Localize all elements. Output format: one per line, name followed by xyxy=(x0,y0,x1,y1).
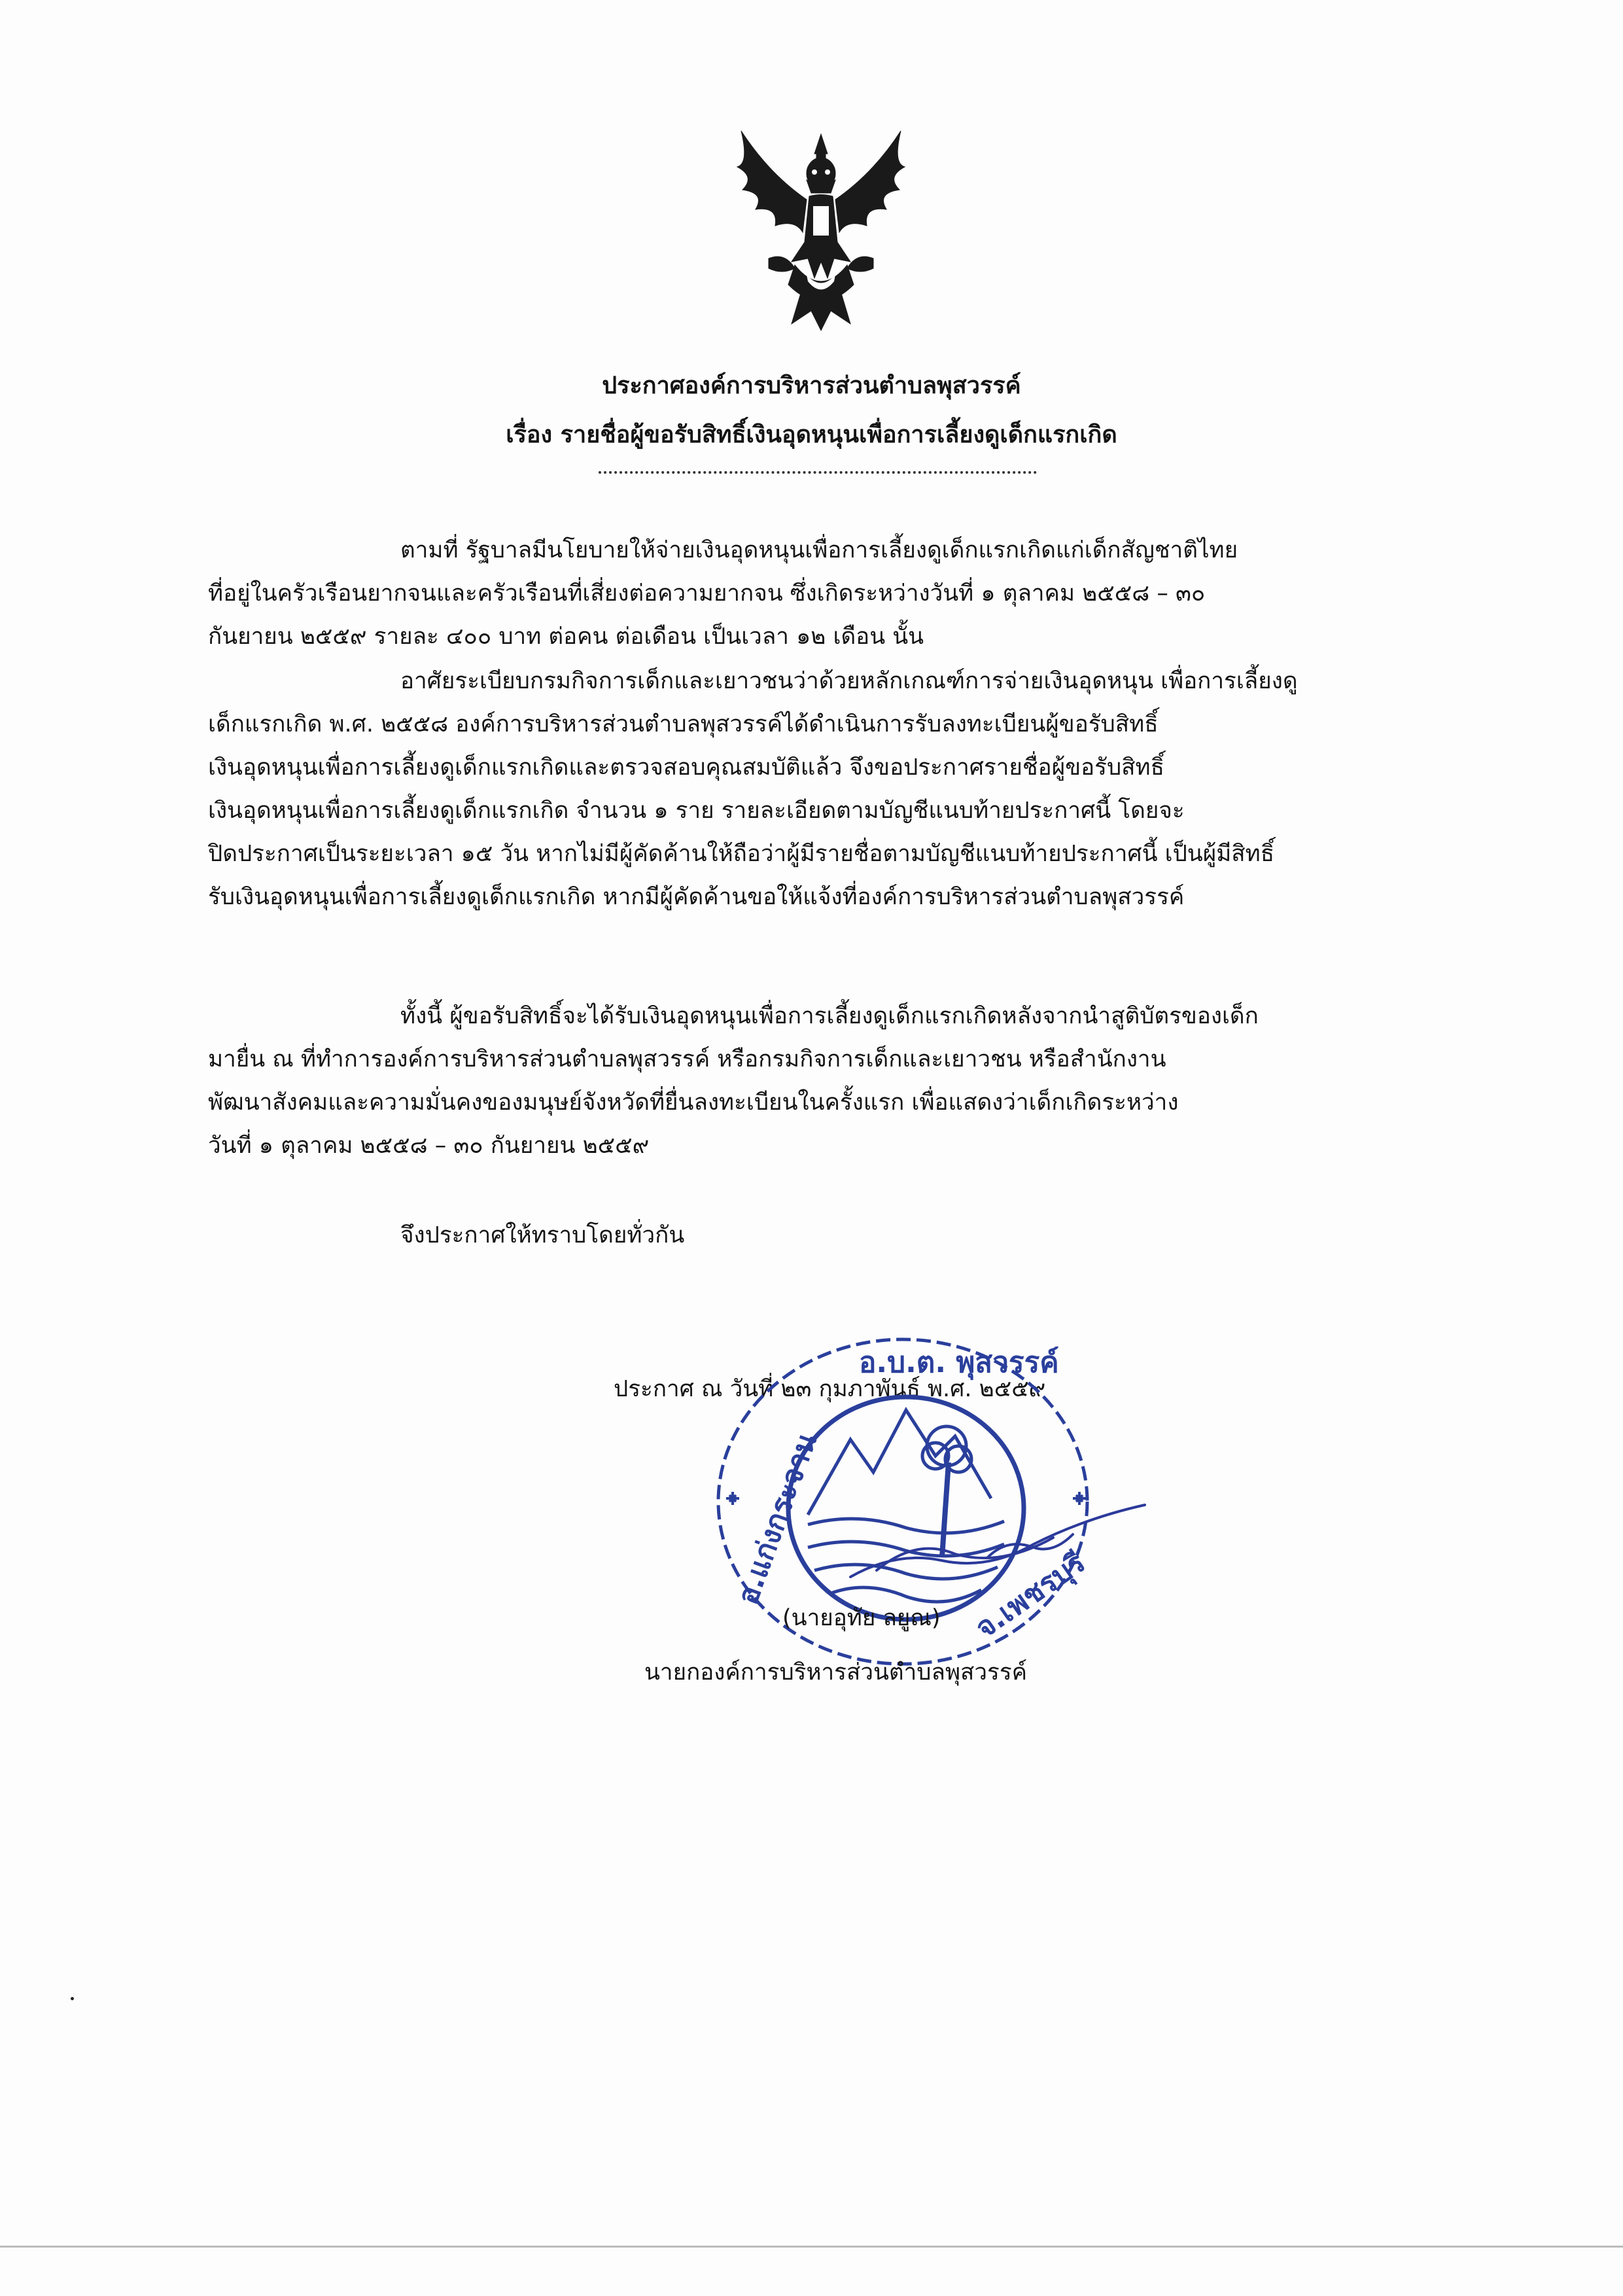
paragraph-line: รับเงินอุดหนุนเพื่อการเลี้ยงดูเด็กแรกเกิด หากมีผู้คัดค้านขอให้แจ้งที่องค์การบริหารส่วนตำบลพุสวรรค์ xyxy=(208,884,1185,910)
seal-text-left: อ.แก่งกระจาน xyxy=(731,1428,824,1609)
paragraph-line: กันยายน ๒๕๕๙ รายละ ๔๐๐ บาท ต่อคน ต่อเดือน เป็นเวลา ๑๒ เดือน นั้น xyxy=(208,624,924,650)
closing-statement: จึงประกาศให้ทราบโดยทั่วกัน xyxy=(400,1222,685,1248)
seal-text-top: อ.บ.ต. พุสวรรค์ xyxy=(859,1346,1059,1379)
paragraph-line: อาศัยระเบียบกรมกิจการเด็กและเยาวชนว่าด้วยหลักเกณฑ์การจ่ายเงินอุดหนุน เพื่อการเลี้ยงดู xyxy=(400,668,1298,694)
body-paragraph-2 xyxy=(208,660,1438,919)
handwritten-signature xyxy=(837,1498,1151,1590)
signatory-title: นายกองค์การบริหารส่วนตำบลพุสวรรค์ xyxy=(644,1659,1028,1686)
body-paragraph-3 xyxy=(208,995,1438,1167)
announcement-title: ประกาศองค์การบริหารส่วนตำบลพุสวรรค์ xyxy=(602,372,1021,399)
title-divider xyxy=(599,471,1037,474)
body-paragraph-1 xyxy=(208,529,1438,658)
scan-edge-line xyxy=(0,2246,1623,2248)
garuda-emblem xyxy=(729,128,913,334)
paragraph-line: เงินอุดหนุนเพื่อการเลี้ยงดูเด็กแรกเกิดและตรวจสอบคุณสมบัติแล้ว จึงขอประกาศรายชื่อผู้ขอรับสิทธิ์ xyxy=(208,754,1164,781)
paragraph-line: เงินอุดหนุนเพื่อการเลี้ยงดูเด็กแรกเกิด จำนวน ๑ ราย รายละเอียดตามบัญชีแนบท้ายประกาศนี้ โดยจะ xyxy=(208,798,1185,824)
paragraph-line: วันที่ ๑ ตุลาคม ๒๕๕๘ – ๓๐ กันยายน ๒๕๕๙ xyxy=(208,1133,650,1159)
paragraph-line: เด็กแรกเกิด พ.ศ. ๒๕๕๘ องค์การบริหารส่วนตำบลพุสวรรค์ได้ดำเนินการรับลงทะเบียนผู้ขอรับสิทธิ์ xyxy=(208,711,1159,737)
paragraph-line: ปิดประกาศเป็นระยะเวลา ๑๕ วัน หากไม่มีผู้คัดค้านให้ถือว่าผู้มีรายชื่อตามบัญชีแนบท้ายประกาศนี้ เป็นผู้มีสิทธิ์ xyxy=(208,841,1275,867)
paragraph-line: มายื่น ณ ที่ทำการองค์การบริหารส่วนตำบลพุสวรรค์ หรือกรมกิจการเด็กและเยาวชน หรือสำนักงาน xyxy=(208,1046,1166,1072)
seal-text-right: จ.เพชรบุรี xyxy=(969,1545,1092,1646)
paragraph-line: ทั้งนี้ ผู้ขอรับสิทธิ์จะได้รับเงินอุดหนุนเพื่อการเลี้ยงดูเด็กแรกเกิดหลังจากนำสูติบัตรของเด็ก xyxy=(400,1003,1259,1029)
announcement-subject: เรื่อง รายชื่อผู้ขอรับสิทธิ์เงินอุดหนุนเพื่อการเลี้ยงดูเด็กแรกเกิด xyxy=(506,421,1117,448)
paragraph-line: พัฒนาสังคมและความมั่นคงของมนุษย์จังหวัดที่ยื่นลงทะเบียนในครั้งแรก เพื่อแสดงว่าเด็กเกิดระหว่าง xyxy=(208,1089,1179,1116)
signatory-name: (นายอุทัย ลยูณ) xyxy=(782,1605,941,1631)
paragraph-line: ตามที่ รัฐบาลมีนโยบายให้จ่ายเงินอุดหนุนเพื่อการเลี้ยงดูเด็กแรกเกิดแก่เด็กสัญชาติไทย xyxy=(400,537,1238,563)
scan-speck xyxy=(71,1997,74,2000)
announcement-date: ประกาศ ณ วันที่ ๒๓ กุมภาพันธ์ พ.ศ. ๒๕๕๙ xyxy=(614,1376,1046,1402)
paragraph-line: ที่อยู่ในครัวเรือนยากจนและครัวเรือนที่เสี่ยงต่อความยากจน ซึ่งเกิดระหว่างวันที่ ๑ ตุลาคม ๒๕๕๘ – ๓๐ xyxy=(208,580,1206,607)
